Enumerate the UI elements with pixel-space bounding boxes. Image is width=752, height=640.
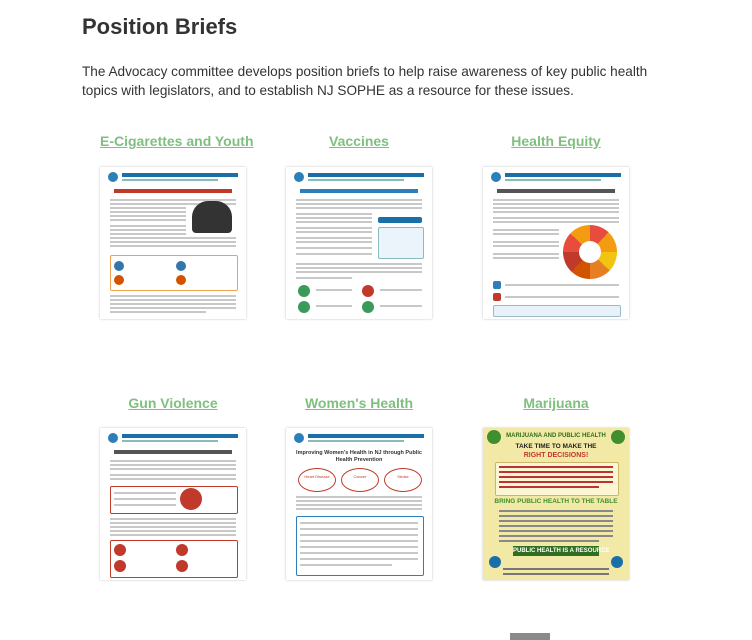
brief-link-womens-health[interactable]: Women's Health (304, 395, 414, 411)
brief-marijuana (483, 393, 629, 413)
next-row-partial-link (510, 633, 550, 640)
brief-health-equity (483, 131, 629, 151)
brief-thumbnail-marijuana[interactable] (483, 428, 629, 580)
brief-vaccines (286, 131, 432, 151)
brief-link-health-equity[interactable]: Health Equity (511, 133, 601, 149)
marijuana-sub1: TAKE TIME TO MAKE THE (515, 443, 597, 450)
marijuana-banner: BRING PUBLIC HEALTH TO THE TABLE (494, 498, 618, 505)
womens-label-cancer: Cancer (353, 474, 367, 479)
brief-link-gun-violence[interactable]: Gun Violence (128, 395, 218, 411)
brief-thumbnail-health-equity[interactable] (483, 167, 629, 319)
intro-paragraph: The Advocacy committee develops position briefs to help raise awareness of key public health topics with legislators, and to establish NJ SOPHE as a resource for these issues. (82, 64, 648, 98)
leaf-icon (611, 430, 625, 444)
brief-gun-violence (100, 393, 246, 413)
brief-e-cigarettes (100, 131, 254, 151)
brief-link-marijuana[interactable]: Marijuana (523, 395, 589, 411)
womens-heading: Improving Women's Health in NJ through Public Health Prevention (296, 450, 422, 463)
page-title: Position Briefs (82, 14, 238, 39)
brief-link-vaccines[interactable]: Vaccines (329, 133, 389, 149)
marijuana-headline: MARIJUANA AND PUBLIC HEALTH (506, 433, 606, 439)
brief-womens-health (286, 393, 432, 413)
sophe-logo-icon (108, 172, 118, 182)
sophe-logo-icon (108, 433, 118, 443)
sophe-logo-icon (491, 172, 501, 182)
brief-thumbnail-womens-health[interactable] (286, 428, 432, 580)
womens-label-heart: Heart Disease (304, 474, 330, 479)
leaf-icon (487, 430, 501, 444)
thumb-header (108, 172, 238, 184)
seal-icon (611, 556, 623, 568)
sophe-logo-icon (294, 172, 304, 182)
marijuana-sub2: RIGHT DECISIONS! (523, 452, 589, 459)
marijuana-footer: PUBLIC HEALTH IS A RESOURCE (513, 548, 610, 554)
brief-thumbnail-e-cigarettes[interactable] (100, 167, 246, 319)
brief-link-e-cigarettes[interactable]: E-Cigarettes and Youth (100, 133, 254, 149)
brief-thumbnail-gun-violence[interactable] (100, 428, 246, 580)
brief-thumbnail-vaccines[interactable] (286, 167, 432, 319)
seal-icon (489, 556, 501, 568)
sophe-logo-icon (294, 433, 304, 443)
womens-label-stroke: Stroke (397, 474, 409, 479)
